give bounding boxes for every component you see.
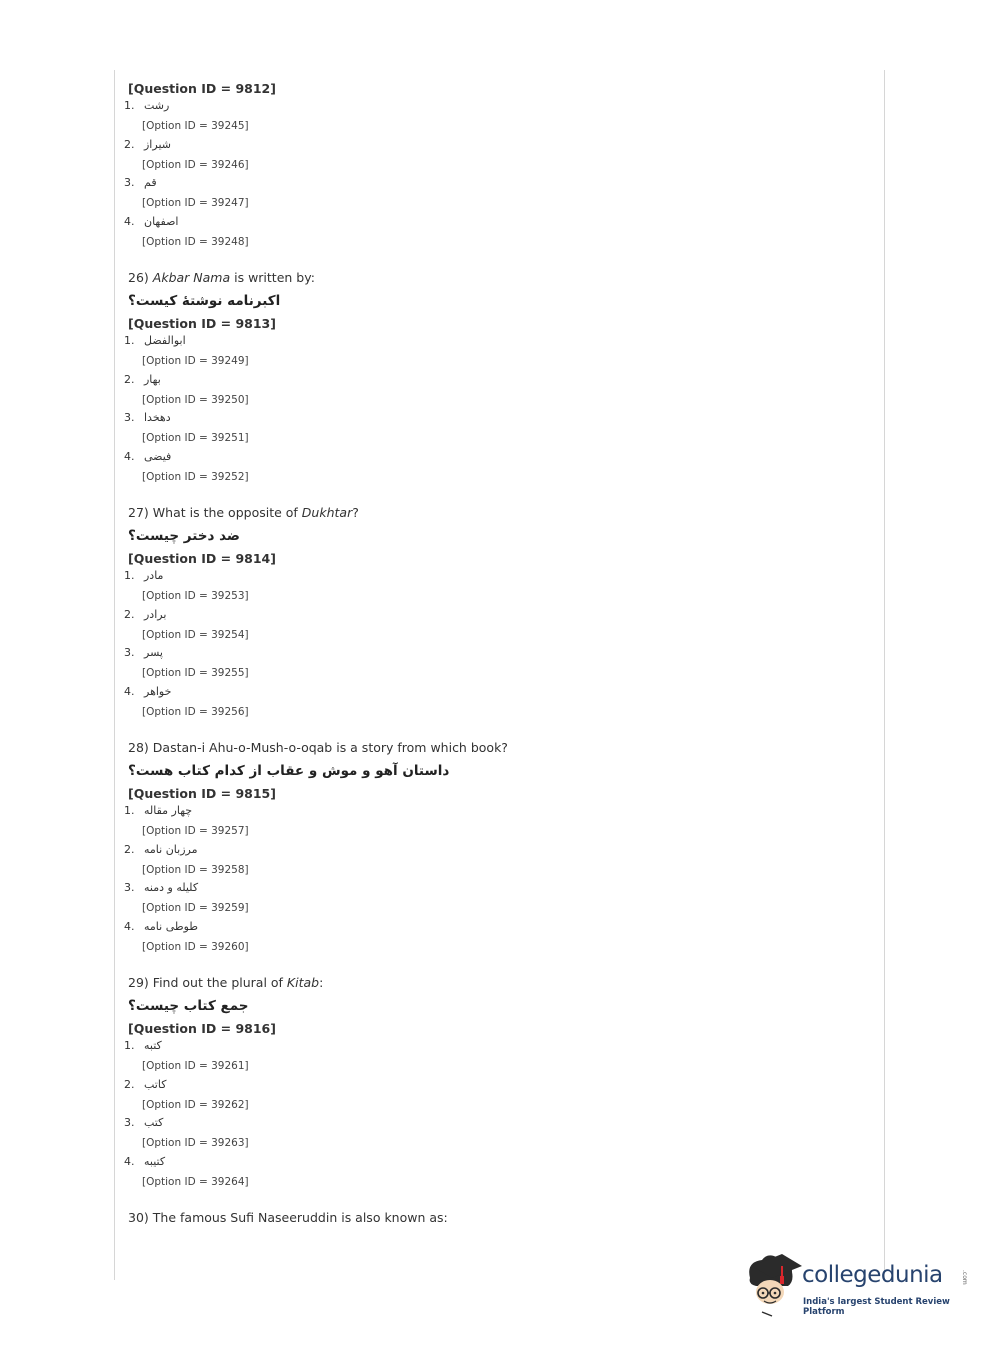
option-line	[124, 880, 324, 896]
option-number: 1.	[124, 1039, 135, 1052]
collegedunia-logo[interactable]	[742, 1248, 972, 1318]
option-item[interactable]	[124, 449, 868, 488]
question-heading	[128, 973, 868, 993]
option-item[interactable]	[124, 803, 868, 842]
question-text-start: What is the opposite of	[152, 505, 302, 520]
option-number: 2.	[124, 372, 135, 386]
option-id: [Option ID = 39262]	[142, 1098, 249, 1111]
option-text: کلیله و دمنه	[144, 881, 199, 894]
option-number: 4.	[124, 214, 135, 228]
option-item[interactable]	[124, 1038, 868, 1077]
question-id: [Question ID = 9812]	[128, 81, 276, 96]
option-text: مرزبان نامه	[144, 842, 198, 856]
option-number: 4.	[124, 449, 135, 463]
option-item[interactable]	[124, 568, 868, 607]
question-text-start: Find out the plural of	[152, 975, 287, 990]
question-text-italic: Kitab	[286, 975, 320, 990]
block-spacer	[128, 487, 868, 503]
option-number: 4.	[124, 919, 135, 933]
option-number: 4.	[124, 684, 135, 698]
option-number: 2.	[124, 607, 135, 621]
option-line	[124, 645, 324, 661]
option-text: کتب	[144, 1116, 164, 1129]
question-persian-text: ضد دختر چیست؟	[128, 528, 240, 544]
option-line	[124, 214, 324, 230]
question-id: [Question ID = 9813]	[128, 316, 276, 331]
option-line	[124, 607, 324, 623]
option-id: [Option ID = 39255]	[142, 667, 249, 679]
question-number: 28)	[128, 740, 149, 755]
question-text-end: is written by:	[230, 270, 315, 285]
option-id: [Option ID = 39246]	[142, 158, 249, 171]
question-persian-text: داستان آهو و موش و عقاب از کدام کتاب هست؟	[128, 763, 450, 779]
option-id: [Option ID = 39258]	[142, 863, 249, 876]
option-text: کتیبه	[144, 1154, 166, 1168]
option-id: [Option ID = 39260]	[142, 940, 249, 953]
option-text: طوطی نامه	[144, 919, 199, 933]
option-item[interactable]	[124, 919, 868, 958]
option-line	[124, 449, 324, 465]
question-text-start: Dastan-i Ahu-o-Mush-o-oqab is a story from which book?	[152, 740, 508, 755]
option-number: 3.	[124, 646, 135, 659]
option-item[interactable]	[124, 333, 868, 372]
option-line	[124, 842, 324, 858]
option-id: [Option ID = 39250]	[142, 393, 249, 406]
option-id: [Option ID = 39245]	[142, 120, 249, 132]
block-spacer	[128, 722, 868, 738]
option-line	[124, 568, 324, 584]
logo-brand-name: collegedunia	[802, 1262, 943, 1288]
option-number: 1.	[124, 334, 135, 347]
question-text-end: :	[319, 975, 324, 990]
option-id: [Option ID = 39252]	[142, 470, 249, 483]
question-paper	[124, 80, 868, 1228]
option-number: 2.	[124, 842, 135, 856]
option-item[interactable]	[124, 1115, 868, 1154]
option-line	[124, 684, 324, 700]
question-heading	[128, 1208, 868, 1228]
option-text: دهخدا	[144, 411, 171, 424]
option-number: 4.	[124, 1154, 135, 1168]
question-number: 27)	[128, 505, 149, 520]
question-id: [Question ID = 9816]	[128, 1021, 276, 1036]
question-number: 29)	[128, 975, 149, 990]
option-line	[124, 137, 324, 153]
option-line	[124, 1154, 324, 1170]
option-id: [Option ID = 39259]	[142, 902, 249, 914]
option-item[interactable]	[124, 1154, 868, 1193]
question-id: [Question ID = 9814]	[128, 551, 276, 566]
option-line	[124, 410, 324, 426]
question-persian-text: جمع کتاب چیست؟	[128, 998, 249, 1014]
option-id: [Option ID = 39257]	[142, 825, 249, 837]
option-item[interactable]	[124, 175, 868, 214]
question-persian	[128, 993, 868, 1019]
question-heading	[128, 268, 868, 288]
option-line	[124, 803, 324, 819]
option-number: 3.	[124, 411, 135, 424]
option-text: پسر	[144, 646, 163, 659]
option-number: 1.	[124, 804, 135, 817]
option-item[interactable]	[124, 137, 868, 176]
option-number: 2.	[124, 137, 135, 151]
option-line	[124, 98, 324, 114]
option-text: کتبه	[144, 1039, 162, 1052]
option-text: قم	[144, 176, 157, 189]
question-heading	[128, 503, 868, 523]
option-item[interactable]	[124, 98, 868, 137]
question-persian	[128, 523, 868, 549]
right-margin-rule	[884, 70, 885, 1280]
option-id: [Option ID = 39251]	[142, 432, 249, 444]
left-margin-rule	[114, 70, 115, 1280]
question-text-italic: Dukhtar	[301, 505, 353, 520]
question-persian	[128, 758, 868, 784]
option-item[interactable]	[124, 410, 868, 449]
option-id: [Option ID = 39264]	[142, 1175, 249, 1188]
option-text: خواهر	[144, 684, 172, 698]
logo-tagline: India's largest Student Review Platform	[803, 1297, 950, 1317]
option-item[interactable]	[124, 1077, 868, 1116]
option-id: [Option ID = 39249]	[142, 355, 249, 367]
option-line	[124, 1077, 324, 1093]
option-line	[124, 1115, 324, 1131]
option-line	[124, 919, 324, 935]
mascot-icon	[742, 1248, 804, 1318]
option-number: 1.	[124, 99, 135, 112]
block-spacer	[128, 957, 868, 973]
option-item[interactable]	[124, 842, 868, 881]
question-text: The famous Sufi Naseeruddin is also known as:	[152, 1210, 448, 1225]
option-text: برادر	[144, 607, 167, 621]
option-text: اصفهان	[144, 214, 179, 228]
option-line	[124, 333, 324, 349]
option-text: ابوالفضل	[144, 334, 186, 347]
question-number: 30)	[128, 1210, 149, 1225]
option-item[interactable]	[124, 214, 868, 253]
option-item[interactable]	[124, 607, 868, 646]
question-persian-text: اکبرنامه نوشتهٔ کیست؟	[128, 293, 281, 309]
question-text-italic: Akbar Nama	[152, 270, 231, 285]
option-line	[124, 175, 324, 191]
option-item[interactable]	[124, 372, 868, 411]
option-line	[124, 1038, 324, 1054]
option-text: فیضی	[144, 449, 172, 463]
question-heading	[128, 738, 868, 758]
option-text: بهار	[144, 372, 161, 386]
option-text: چهار مقاله	[144, 804, 193, 817]
option-text: رشت	[144, 99, 170, 112]
option-item[interactable]	[124, 645, 868, 684]
option-item[interactable]	[124, 880, 868, 919]
block-spacer	[128, 1192, 868, 1208]
option-id: [Option ID = 39248]	[142, 235, 249, 248]
question-persian	[128, 288, 868, 314]
option-id: [Option ID = 39263]	[142, 1137, 249, 1149]
option-number: 3.	[124, 881, 135, 894]
option-text: کاتب	[144, 1077, 167, 1091]
option-id: [Option ID = 39253]	[142, 590, 249, 602]
option-id: [Option ID = 39254]	[142, 628, 249, 641]
option-id: [Option ID = 39256]	[142, 705, 249, 718]
question-text-end: ?	[352, 505, 359, 520]
option-number: 2.	[124, 1077, 135, 1091]
option-text: مادر	[144, 569, 164, 582]
option-number: 3.	[124, 1116, 135, 1129]
option-number: 3.	[124, 176, 135, 189]
question-number: 26)	[128, 270, 149, 285]
option-id: [Option ID = 39247]	[142, 197, 249, 209]
option-text: شیراز	[144, 137, 171, 151]
question-id: [Question ID = 9815]	[128, 786, 276, 801]
option-number: 1.	[124, 569, 135, 582]
logo-domain: .com	[961, 1270, 968, 1285]
option-item[interactable]	[124, 684, 868, 723]
block-spacer	[128, 252, 868, 268]
option-id: [Option ID = 39261]	[142, 1060, 249, 1072]
option-line	[124, 372, 324, 388]
